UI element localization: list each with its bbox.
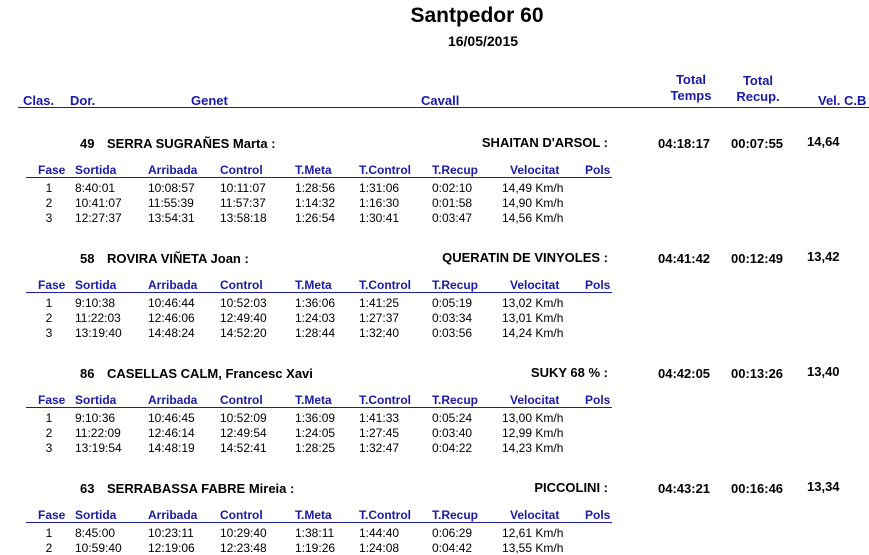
col-header-genet: Genet [191, 93, 228, 108]
dorsal-number: 58 [80, 251, 95, 266]
phase-cell-velocitat: 13,55 Km/h [502, 541, 564, 555]
phase-cell-t-control: 1:16:30 [359, 196, 400, 210]
phase-cell-arribada: 14:48:24 [148, 326, 195, 340]
phase-cell-t-recup: 0:03:40 [432, 426, 473, 440]
rider-name: ROVIRA VIÑETA Joan : [107, 251, 249, 266]
phase-cell-t-control: 1:44:40 [359, 526, 400, 540]
phase-cell-fase: 3 [45, 441, 53, 455]
phase-header-t-control: T.Control [359, 163, 411, 177]
phase-header-velocitat: Velocitat [510, 163, 560, 177]
phase-header-t-meta: T.Meta [295, 278, 332, 292]
phase-cell-sortida: 8:40:01 [75, 181, 116, 195]
phase-header-sortida: Sortida [75, 278, 117, 292]
phase-cell-t-control: 1:41:33 [359, 411, 400, 425]
phase-cell-control: 10:29:40 [220, 526, 267, 540]
phase-header-pols: Pols [585, 278, 611, 292]
phase-cell-sortida: 10:41:07 [75, 196, 122, 210]
phase-cell-t-meta: 1:19:26 [295, 541, 336, 555]
phase-cell-velocitat: 13,01 Km/h [502, 311, 564, 325]
phase-header-t-recup: T.Recup [432, 508, 479, 522]
phase-header-t-meta: T.Meta [295, 508, 332, 522]
phase-cell-arribada: 10:46:45 [148, 411, 195, 425]
phase-header-fase: Fase [38, 393, 66, 407]
phase-header-divider [26, 177, 612, 178]
phase-cell-velocitat: 14,56 Km/h [502, 211, 564, 225]
total-time: 04:41:42 [658, 251, 711, 266]
horse-name: PICCOLINI : [534, 480, 608, 495]
phase-cell-t-control: 1:30:41 [359, 211, 400, 225]
phase-header-t-recup: T.Recup [432, 163, 479, 177]
phase-header-fase: Fase [38, 508, 66, 522]
phase-header-t-meta: T.Meta [295, 163, 332, 177]
phase-header-pols: Pols [585, 393, 611, 407]
phase-header-t-control: T.Control [359, 393, 411, 407]
total-recup: 00:16:46 [731, 481, 784, 496]
phase-cell-t-meta: 1:28:56 [295, 181, 336, 195]
rider-name: SERRABASSA FABRE Mireia : [107, 481, 295, 496]
phase-cell-control: 12:49:40 [220, 311, 267, 325]
phase-cell-t-control: 1:41:25 [359, 296, 400, 310]
total-recup: 00:13:26 [731, 366, 784, 381]
dorsal-number: 86 [80, 366, 95, 381]
dorsal-number: 49 [80, 136, 95, 151]
phase-cell-sortida: 9:10:38 [75, 296, 116, 310]
phase-cell-control: 10:52:03 [220, 296, 267, 310]
phase-cell-fase: 1 [45, 296, 53, 310]
phase-cell-fase: 3 [45, 326, 53, 340]
total-time: 04:42:05 [658, 366, 711, 381]
phase-cell-arribada: 10:08:57 [148, 181, 195, 195]
phase-cell-sortida: 9:10:36 [75, 411, 116, 425]
phase-cell-control: 14:52:41 [220, 441, 267, 455]
page-title: Santpedor 60 [410, 4, 544, 27]
phase-cell-t-meta: 1:36:09 [295, 411, 336, 425]
phase-cell-sortida: 13:19:40 [75, 326, 122, 340]
phase-header-control: Control [220, 508, 263, 522]
phase-header-sortida: Sortida [75, 163, 117, 177]
phase-cell-fase: 1 [45, 181, 53, 195]
phase-cell-control: 13:58:18 [220, 211, 267, 225]
phase-header-control: Control [220, 163, 263, 177]
phase-cell-t-meta: 1:24:05 [295, 426, 336, 440]
phase-cell-t-recup: 0:06:29 [432, 526, 473, 540]
phase-header-sortida: Sortida [75, 508, 117, 522]
phase-header-t-control: T.Control [359, 508, 411, 522]
phase-cell-control: 10:52:09 [220, 411, 267, 425]
phase-header-t-recup: T.Recup [432, 393, 479, 407]
header-divider [18, 107, 869, 108]
dorsal-number: 63 [80, 481, 95, 496]
phase-header-sortida: Sortida [75, 393, 117, 407]
phase-cell-velocitat: 12,99 Km/h [502, 426, 564, 440]
phase-cell-sortida: 10:59:40 [75, 541, 122, 555]
phase-header-t-recup: T.Recup [432, 278, 479, 292]
phase-header-pols: Pols [585, 163, 611, 177]
avg-speed: 13,40 [807, 364, 840, 379]
col-header-total-recup-line2: Recup. [736, 89, 780, 104]
avg-speed: 13,42 [807, 249, 840, 264]
phase-cell-t-meta: 1:28:25 [295, 441, 336, 455]
phase-cell-fase: 2 [45, 196, 53, 210]
phase-cell-t-recup: 0:03:34 [432, 311, 473, 325]
phase-cell-t-meta: 1:14:32 [295, 196, 336, 210]
phase-cell-sortida: 12:27:37 [75, 211, 122, 225]
phase-cell-t-control: 1:24:08 [359, 541, 400, 555]
phase-cell-t-meta: 1:38:11 [295, 526, 335, 540]
phase-header-velocitat: Velocitat [510, 278, 560, 292]
phase-header-arribada: Arribada [148, 278, 198, 292]
col-header-total-temps-line1: Total [675, 72, 707, 87]
avg-speed: 13,34 [807, 479, 840, 494]
col-header-vel: Vel. C.B [818, 93, 867, 108]
phase-cell-arribada: 10:23:11 [148, 526, 194, 540]
phase-cell-t-recup: 0:02:10 [432, 181, 473, 195]
phase-cell-t-recup: 0:05:19 [432, 296, 473, 310]
horse-name: QUERATIN DE VINYOLES : [442, 250, 608, 265]
phase-cell-arribada: 11:55:39 [148, 196, 194, 210]
phase-cell-sortida: 8:45:00 [75, 526, 116, 540]
phase-cell-fase: 2 [45, 541, 53, 555]
phase-header-control: Control [220, 393, 263, 407]
phase-cell-velocitat: 13,02 Km/h [502, 296, 564, 310]
phase-cell-t-recup: 0:03:47 [432, 211, 473, 225]
horse-name: SHAITAN D'ARSOL : [481, 135, 608, 150]
phase-cell-t-control: 1:32:40 [359, 326, 400, 340]
phase-cell-t-meta: 1:24:03 [295, 311, 336, 325]
phase-header-t-meta: T.Meta [295, 393, 332, 407]
phase-cell-sortida: 11:22:09 [75, 426, 121, 440]
total-recup: 00:07:55 [731, 136, 784, 151]
total-recup: 00:12:49 [731, 251, 784, 266]
phase-cell-fase: 1 [45, 526, 53, 540]
phase-header-fase: Fase [38, 163, 66, 177]
phase-header-arribada: Arribada [148, 393, 198, 407]
phase-header-divider [26, 522, 612, 523]
col-header-total-temps [664, 72, 718, 104]
phase-header-divider [26, 407, 612, 408]
phase-cell-t-meta: 1:28:44 [295, 326, 336, 340]
total-time: 04:43:21 [658, 481, 711, 496]
phase-cell-t-meta: 1:26:54 [295, 211, 336, 225]
col-header-dor: Dor. [70, 93, 96, 108]
phase-cell-velocitat: 14,49 Km/h [502, 181, 564, 195]
col-header-total-temps-line2: Temps [670, 88, 712, 103]
phase-cell-arribada: 13:54:31 [148, 211, 195, 225]
col-header-cavall: Cavall [421, 93, 460, 108]
rider-name: SERRA SUGRAÑES Marta : [107, 136, 276, 151]
phase-cell-fase: 1 [45, 411, 53, 425]
phase-cell-t-recup: 0:03:56 [432, 326, 473, 340]
horse-name: SUKY 68 % : [530, 365, 608, 380]
phase-cell-velocitat: 13,00 Km/h [502, 411, 564, 425]
phase-header-velocitat: Velocitat [510, 508, 560, 522]
phase-cell-arribada: 14:48:19 [148, 441, 195, 455]
phase-cell-arribada: 12:46:06 [148, 311, 195, 325]
phase-cell-velocitat: 14,90 Km/h [502, 196, 564, 210]
phase-cell-arribada: 12:19:06 [148, 541, 195, 555]
phase-cell-control: 12:23:48 [220, 541, 267, 555]
phase-cell-arribada: 12:46:14 [148, 426, 195, 440]
phase-header-velocitat: Velocitat [510, 393, 560, 407]
phase-cell-sortida: 13:19:54 [75, 441, 122, 455]
rider-name: CASELLAS CALM, Francesc Xavi [107, 366, 313, 381]
col-header-clas: Clas. [23, 93, 55, 108]
event-date: 16/05/2015 [447, 33, 519, 49]
phase-header-pols: Pols [585, 508, 611, 522]
phase-cell-t-control: 1:27:37 [359, 311, 400, 325]
phase-cell-fase: 3 [45, 211, 53, 225]
phase-cell-sortida: 11:22:03 [75, 311, 121, 325]
phase-header-fase: Fase [38, 278, 66, 292]
phase-cell-fase: 2 [45, 426, 53, 440]
phase-header-arribada: Arribada [148, 163, 198, 177]
phase-cell-control: 12:49:54 [220, 426, 267, 440]
phase-cell-control: 10:11:07 [220, 181, 266, 195]
phase-cell-t-control: 1:32:47 [359, 441, 400, 455]
avg-speed: 14,64 [807, 134, 840, 149]
phase-header-t-control: T.Control [359, 278, 411, 292]
phase-cell-t-recup: 0:04:22 [432, 441, 473, 455]
phase-cell-control: 11:57:37 [220, 196, 266, 210]
phase-cell-velocitat: 14,24 Km/h [502, 326, 564, 340]
phase-cell-velocitat: 12,61 Km/h [502, 526, 564, 540]
phase-cell-control: 14:52:20 [220, 326, 267, 340]
phase-cell-t-meta: 1:36:06 [295, 296, 336, 310]
phase-header-arribada: Arribada [148, 508, 198, 522]
phase-cell-t-recup: 0:05:24 [432, 411, 473, 425]
col-header-total-recup [731, 73, 785, 105]
phase-header-divider [26, 292, 612, 293]
phase-cell-t-control: 1:27:45 [359, 426, 400, 440]
phase-cell-fase: 2 [45, 311, 53, 325]
phase-cell-t-recup: 0:04:42 [432, 541, 473, 555]
phase-cell-t-control: 1:31:06 [359, 181, 400, 195]
phase-header-control: Control [220, 278, 263, 292]
col-header-total-recup-line1: Total [742, 73, 774, 88]
phase-cell-arribada: 10:46:44 [148, 296, 195, 310]
phase-cell-t-recup: 0:01:58 [432, 196, 473, 210]
phase-cell-velocitat: 14,23 Km/h [502, 441, 564, 455]
total-time: 04:18:17 [658, 136, 711, 151]
